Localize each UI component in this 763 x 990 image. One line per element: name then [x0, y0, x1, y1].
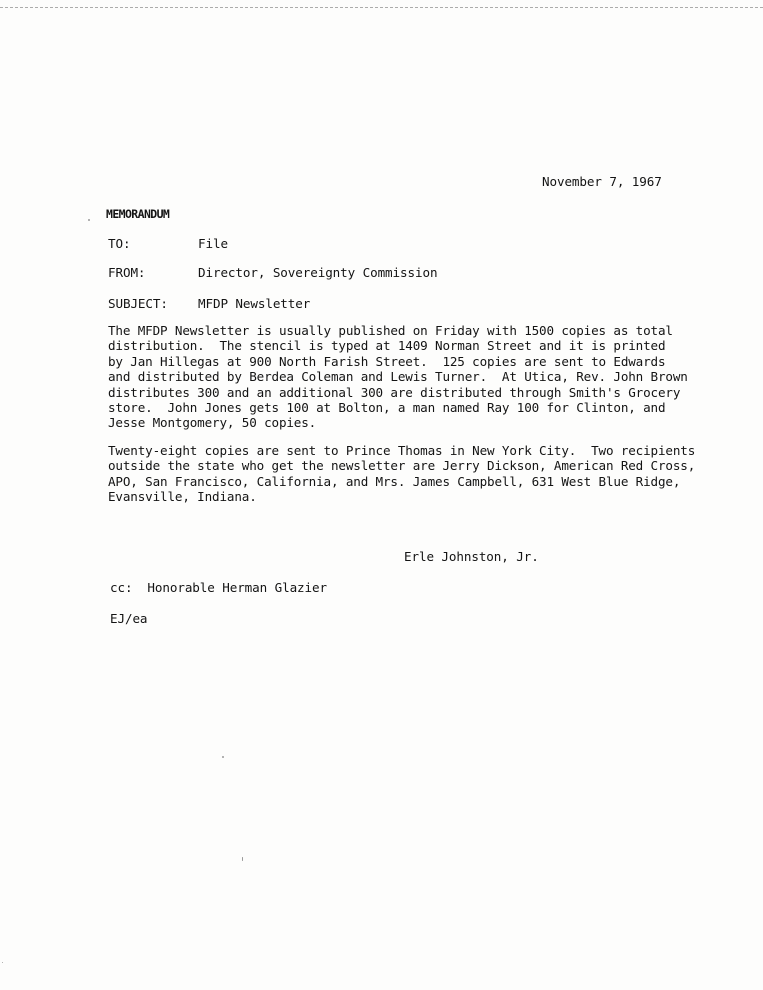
memo-heading: MEMORANDUM [106, 207, 170, 221]
paragraph-line: distributes 300 and an additional 300 are distributed through Smith's Grocery [108, 384, 681, 400]
from-label: FROM: [108, 265, 146, 280]
body-paragraph-2 [108, 443, 708, 505]
paragraph-line: outside the state who get the newsletter are Jerry Dickson, American Red Cross, [108, 458, 696, 474]
scan-speck [88, 219, 90, 221]
paragraph-line: and distributed by Berdea Coleman and Lewis Turner. At Utica, Rev. John Brown [108, 369, 688, 385]
body-paragraph-1 [108, 323, 708, 431]
memo-date: November 7, 1967 [542, 174, 662, 189]
scan-speck [2, 962, 3, 963]
paragraph-line: The MFDP Newsletter is usually published on Friday with 1500 copies as total [108, 323, 673, 338]
subject-value: MFDP Newsletter [198, 296, 311, 311]
page-top-edge [0, 0, 763, 8]
paragraph-line: Twenty-eight copies are sent to Prince Thomas in New York City. Two recipients [108, 443, 696, 458]
to-label: TO: [108, 236, 131, 251]
subject-label: SUBJECT: [108, 296, 168, 311]
signature: Erle Johnston, Jr. [404, 549, 539, 564]
paragraph-line: distribution. The stencil is typed at 1409 Norman Street and it is printed [108, 338, 666, 354]
typist-initials: EJ/ea [110, 611, 148, 626]
scan-speck [242, 857, 243, 861]
paragraph-line: APO, San Francisco, California, and Mrs. James Campbell, 631 West Blue Ridge, [108, 473, 681, 489]
cc-line: cc: Honorable Herman Glazier [110, 580, 327, 595]
to-value: File [198, 236, 228, 251]
paragraph-line: Jesse Montgomery, 50 copies. [108, 415, 317, 431]
scan-speck [222, 756, 224, 758]
paragraph-line: by Jan Hillegas at 900 North Farish Street. 125 copies are sent to Edwards [108, 353, 666, 369]
from-value: Director, Sovereignty Commission [198, 265, 438, 280]
paragraph-line: Evansville, Indiana. [108, 489, 257, 505]
paragraph-line: store. John Jones gets 100 at Bolton, a man named Ray 100 for Clinton, and [108, 400, 666, 416]
